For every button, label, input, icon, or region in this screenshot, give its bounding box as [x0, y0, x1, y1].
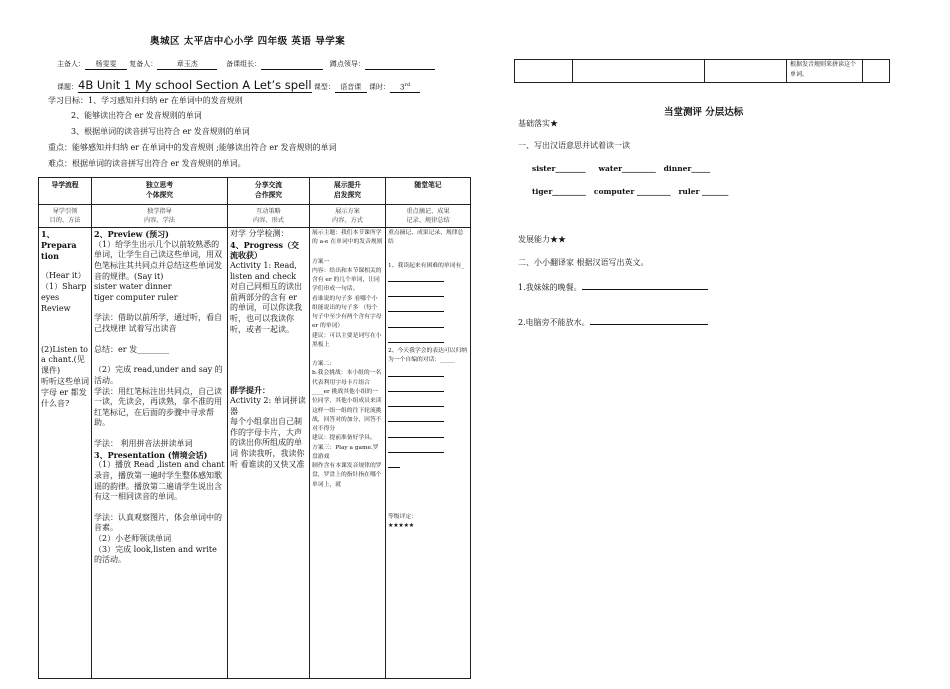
cell-line — [94, 503, 225, 513]
cell-line: tiger computer ruler — [94, 292, 178, 302]
q1-tiger: tiger_________ — [532, 187, 587, 196]
cell-line: 1、Prepara tion — [41, 229, 77, 261]
subheader-cell: 展示方案 内容、方式 — [310, 205, 386, 228]
cell-line: 学法： 利用拼音法拼读单词 — [94, 439, 193, 448]
key-point: 重点：能够感知并归纳 er 在单词中的发音规则 ;能够读出符合 er 发音规则的单词 — [48, 143, 337, 152]
cell-line: （2）完成 read,under and say 的活动。 — [94, 365, 223, 385]
cell-line: 内容：给出和本节课相关的含有 er 的几个单词，让同学们串成一句话。 — [312, 267, 382, 293]
cell-line: (2)Listen to a chant.(见课件) — [41, 344, 88, 376]
continued-table — [514, 59, 890, 83]
basic-label: 基础落实★ — [518, 119, 558, 128]
q1-row-2 — [532, 187, 728, 196]
q1-computer: computer _________ — [593, 187, 671, 196]
lesson-type: 语音课 — [335, 83, 367, 93]
cell-line: b.我会挑战：本小组的一名代表利用字母卡片组合____er 挑战其他小组的一位同学，其他小组成员来读 这样一组一组的往下轮流挑战，回答对的加分，回答不对不得分 — [312, 370, 382, 433]
cell-line — [94, 429, 225, 439]
subheader-cell: 互动策略 内容、形式 — [228, 205, 310, 228]
notes-dialogue: 2、今天我学会的表达可以归纳为一个自编的对话：_____ — [388, 348, 468, 364]
second-label: 复备人： — [129, 60, 158, 68]
q1-row-1 — [532, 164, 710, 173]
assessment-heading: 当堂测评 分层达标 — [664, 107, 744, 118]
preparer-line — [57, 60, 435, 70]
present-column — [310, 228, 386, 679]
notes-lines-1 — [388, 271, 468, 347]
improve-label: 发展能力★★ — [518, 235, 566, 244]
individual-column — [92, 228, 228, 679]
cell-line — [41, 261, 89, 271]
lesson-topic: 4B Unit 1 My school Section A Let’s spell — [78, 78, 312, 92]
cell-line: 学法：借助以前所学，通过听，看自己找规律 试着写出读音 — [94, 313, 222, 333]
notes-title: 重点摘记、成果记录、规律总结 — [388, 230, 464, 246]
cell-line — [230, 335, 307, 345]
group-leader-label: 备课组长： — [226, 60, 262, 68]
cell-line: 2、Preview (预习) — [94, 229, 169, 239]
goal-line-3: 3、根据单词的读音拼写出符合 er 发音规则的单词 — [71, 127, 250, 136]
cell-line — [230, 355, 307, 365]
cell-line — [230, 345, 307, 355]
preparer-name: 杨雯雯 — [85, 60, 127, 70]
cell-line: 学法：用红笔标注出共同点，自己读一读，先读会，再读熟，拿不准的用红笔标记，在后面的步骤中寻求帮助。 — [94, 386, 222, 428]
q1-dinner: dinner_____ — [663, 164, 711, 173]
question-1: 一、写出汉语意思并试着读一读 — [518, 141, 630, 150]
cell-line: 方案一 — [312, 258, 330, 265]
sentence-1: 1.我妹妹的晚餐。 — [518, 281, 708, 293]
header-cell: 展示提升 启发探究 — [310, 178, 386, 205]
cell-line — [41, 315, 89, 325]
leader-label: 蹲点领导： — [329, 60, 365, 68]
header-cell: 独立思考 个体探究 — [92, 178, 228, 205]
cell-line: 方案二： — [312, 361, 336, 368]
cell-line: 制作含有本课发音规律的罗盘，罗盘上的指针指在哪个单词上，就 — [312, 463, 382, 488]
cell-line — [230, 365, 307, 375]
cell-line: 4、Progress（交流收获） — [230, 239, 300, 261]
preparer-label: 主备人： — [57, 60, 85, 68]
cell-line: 展示主题：我们本节课所学的 a-e 在单词中的发音规则 — [312, 230, 383, 246]
cell-line: （2）小老师领读单词 — [94, 534, 172, 543]
cell-line: （1）给学生出示几个以前较熟悉的单词，让学生自己读这些单词，用双色笔标注其共同点并总结这些单词发音的规律。(Say it) — [94, 239, 222, 281]
cell-line: 建议：提前准备好学具。 — [312, 435, 376, 442]
continued-cell: 根据发音规则来拼读这个单词。 — [787, 60, 863, 83]
subheader-cell: 独学指导 内容、学法 — [92, 205, 228, 228]
topic-label: 课题： — [57, 83, 78, 91]
cell-line — [94, 335, 225, 345]
cell-line: 群学提升： — [230, 385, 270, 396]
goal-line-1: 学习目标：1、学习感知并归纳 er 在单词中的发音规则 — [48, 96, 243, 105]
cooperate-column — [228, 228, 310, 679]
question-2: 二、小小翻译家 根据汉语写出英文。 — [518, 258, 649, 267]
notes-difficult-words: 1、我读起来有困难的单词有_ — [388, 262, 465, 269]
table-subheader-row — [39, 205, 471, 228]
topic-line — [57, 78, 420, 93]
lesson-hours: 3 — [400, 83, 405, 91]
cell-line — [312, 350, 383, 360]
q1-water: water_________ — [598, 164, 656, 173]
cell-line — [230, 375, 307, 385]
cell-line: （3）完成 look,listen and write 的活动。 — [94, 544, 217, 565]
sentence-2: 2.电脑旁不能放水。 — [518, 316, 708, 328]
cell-line: 3、Presentation (情境会话) — [94, 449, 208, 460]
hours-label: 课时： — [369, 83, 391, 91]
cell-line: Activity 2: 单词拼读器 — [230, 395, 306, 416]
cell-line: 方案三：Play a game.罗盘游戏 — [312, 444, 379, 460]
page-title: 奥城区 太平店中心小学 四年级 英语 导学案 — [150, 36, 346, 47]
cell-line — [94, 303, 225, 313]
cell-line — [41, 325, 89, 335]
cell-line: 看谁说的句子多 看哪个小组能说出的句子多 （每个句子中至少有两个含有字母 er 的单词） — [312, 295, 382, 330]
notes-column — [386, 228, 471, 679]
type-label: 课型： — [313, 83, 335, 91]
table-header-row — [39, 178, 471, 205]
header-cell: 随堂笔记 — [386, 178, 471, 205]
cell-line: 建议：可以主要是词写在小黑板上 — [312, 332, 382, 348]
table-body-row — [39, 228, 471, 679]
q1-ruler: ruler _______ — [678, 187, 729, 196]
lesson-hours-sup: rd — [404, 81, 411, 88]
cell-line: 对学 分学检测： — [230, 229, 289, 238]
cell-line: Review — [41, 303, 71, 313]
cell-line: Activity 1: Read, listen and check — [230, 260, 297, 281]
cell-line: （1）播放 Read ,listen and chant 录音，播放第一遍时学生整体感知歌谣的韵律。播放第二遍请学生说出含有这一相同读音的单词。 — [94, 460, 225, 502]
q1-sister: sister________ — [532, 164, 586, 173]
header-cell: 导学流程 — [39, 178, 92, 205]
cell-line: 对自己同相互的读出前两部分的含有 er 的单词，可以你读我听，也可以我读你听，或者一起读。 — [230, 282, 302, 334]
cell-line: 每个小组拿出自己制作的字母卡片，大声的读出你所组成的单词 你读我听，我读你听 看谁读的又快又准 — [230, 417, 305, 469]
notes-lines-2 — [388, 366, 468, 473]
cell-line: sister water dinner — [94, 282, 172, 292]
cell-line — [312, 248, 383, 258]
cell-line: （1）Sharp eyes — [41, 282, 87, 302]
cell-line: 学法：认真观察图片，体会单词中的音素。 — [94, 512, 222, 533]
guide-column — [39, 228, 92, 679]
grade-label: 等级评定： — [388, 513, 417, 520]
cell-line: 总结：er 发________ — [94, 344, 170, 354]
cell-line — [41, 335, 89, 345]
goal-line-2: 2、能够读出符合 er 发音规则的单词 — [71, 111, 202, 120]
second-name: 章玉杰 — [157, 60, 217, 70]
subheader-cell: 重点摘记、成果 记录、规律总结 — [386, 205, 471, 228]
difficulty: 难点：根据单词的读音拼写出符合 er 发音规则的单词。 — [48, 159, 246, 168]
cell-line: 听听这些单词字母 er 都发什么音? — [41, 376, 89, 408]
lesson-table — [38, 177, 471, 679]
cell-line — [94, 355, 225, 365]
header-cell: 分享交流 合作探究 — [228, 178, 310, 205]
cell-line: （Hear it） — [41, 271, 86, 281]
subheader-cell: 导学引领 目的、方法 — [39, 205, 92, 228]
grade-stars: ★★★★★ — [388, 522, 414, 529]
